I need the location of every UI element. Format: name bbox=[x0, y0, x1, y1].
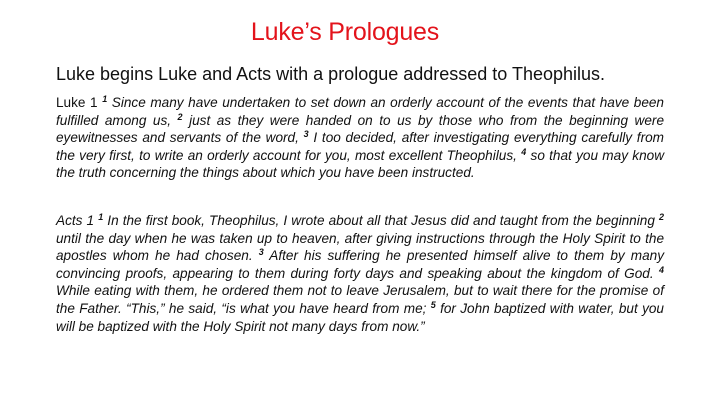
verse-number: 4 bbox=[658, 264, 664, 275]
acts-book-reference: Acts 1 bbox=[56, 213, 95, 228]
verse-number: 1 bbox=[102, 94, 108, 104]
verse-text: for John baptized with water, but you will be baptized with the Holy Spirit not many days from now.” bbox=[56, 300, 664, 334]
acts-prologue-passage bbox=[56, 212, 664, 335]
verse-text: Since many have undertaken to set down an orderly account of the events that have been fulfilled among us, bbox=[56, 95, 664, 128]
verse-number: 3 bbox=[258, 247, 264, 258]
verse-text: just as they were handed on to us by those who from the beginning were eyewitnesses and servants of the word, bbox=[56, 112, 665, 146]
luke-book-reference: Luke 1 bbox=[56, 95, 98, 110]
verse-number: 1 bbox=[98, 212, 104, 222]
verse-text: I too decided, after investigating everything carefully from the very first, to write an orderly account for you, most excellent Theophilus, bbox=[56, 130, 664, 163]
slide-subtitle: Luke begins Luke and Acts with a prologue addressed to Theophilus. bbox=[56, 64, 606, 84]
luke-prologue-passage bbox=[56, 94, 664, 182]
verse-text: In the first book, Theophilus, I wrote about all that Jesus did and taught from the beginning bbox=[107, 213, 655, 228]
verse-text: until the day when he was taken up to heaven, after giving instructions through the Holy Spirit to the apostles whom he had chosen. bbox=[56, 230, 664, 264]
verse-number: 2 bbox=[177, 111, 183, 122]
verse-text: After his suffering he presented himself alive to them by many convincing proofs, appearing to them during forty days and speaking about the kingdom of God. bbox=[56, 248, 664, 281]
verse-text: While eating with them, he ordered them not to leave Jerusalem, but to wait there for the promise of the Father. “This,” he said, “is what you have heard from me; bbox=[56, 283, 664, 316]
verse-number: 4 bbox=[521, 146, 527, 157]
verse-text: so that you may know the truth concerning the things about which you have been instructed. bbox=[56, 147, 665, 181]
verse-number: 2 bbox=[658, 212, 664, 222]
verse-number: 3 bbox=[303, 129, 309, 140]
verse-number: 5 bbox=[430, 299, 436, 310]
slide-title: Luke’s Prologues bbox=[250, 18, 440, 46]
